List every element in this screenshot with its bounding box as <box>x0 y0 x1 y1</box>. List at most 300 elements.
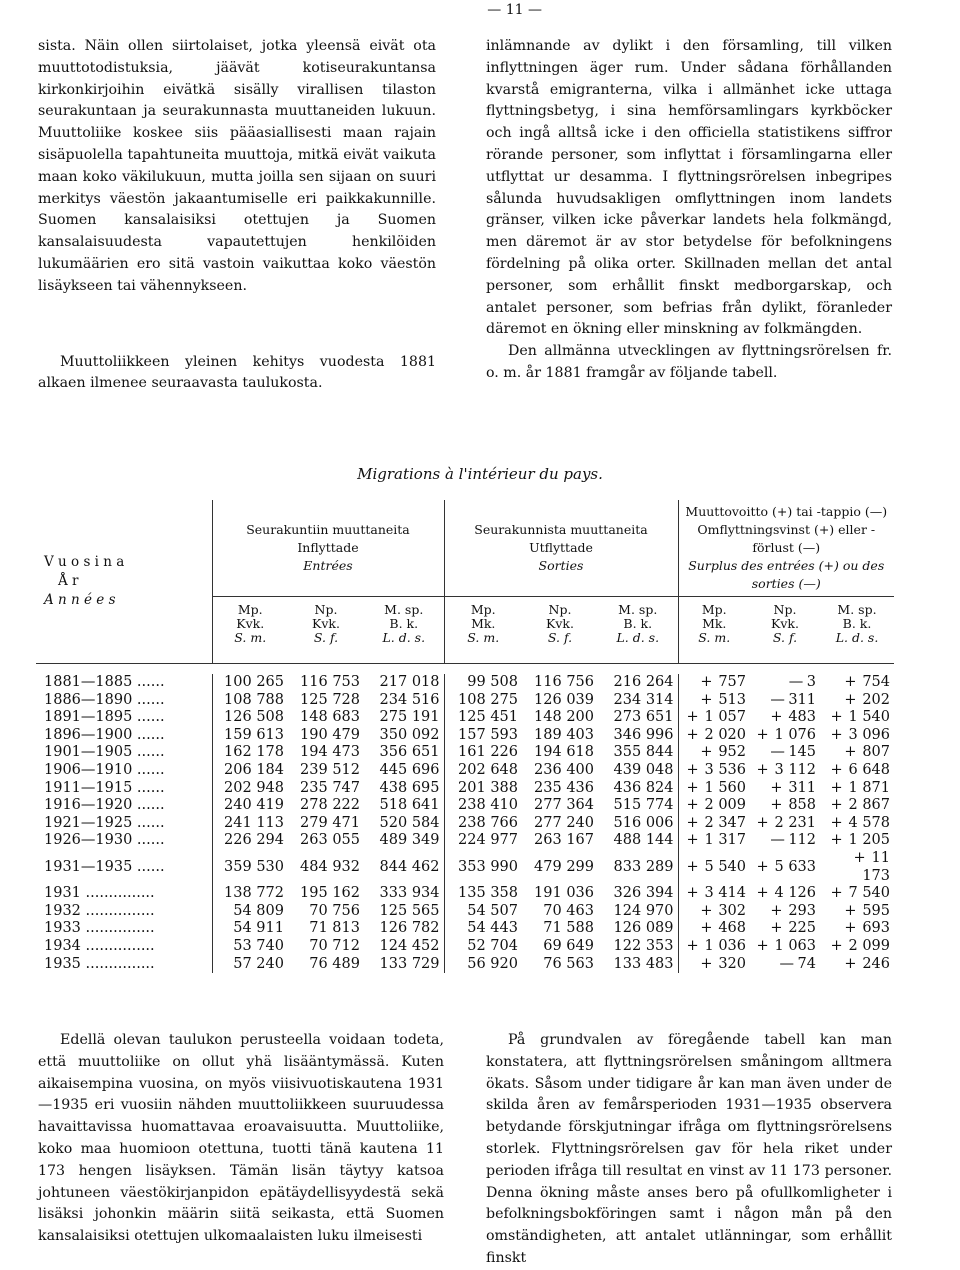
value-cell: 124 452 <box>379 937 440 954</box>
year-header-fi: V u o s i n a <box>44 554 125 570</box>
sign: + <box>844 902 857 919</box>
value-cell: 108 275 <box>444 692 522 710</box>
sign: + <box>844 744 857 761</box>
difference-value: 1 036 <box>704 937 746 954</box>
value-cell: 53 740 <box>212 938 288 956</box>
sign: — <box>770 744 785 761</box>
difference-cell <box>820 850 894 885</box>
subcolumn-header: Mp. Kvk. S. m. <box>212 597 288 664</box>
value-cell: 56 920 <box>444 956 522 974</box>
sign: + <box>756 761 769 778</box>
value-cell: 279 471 <box>300 814 360 831</box>
difference-cell <box>750 956 820 974</box>
difference-value: 595 <box>862 902 890 919</box>
value-cell: 277 240 <box>534 814 594 831</box>
difference-cell <box>678 692 750 710</box>
value-cell: 326 394 <box>613 885 674 902</box>
value-cell: 240 419 <box>212 797 288 815</box>
difference-cell <box>678 797 750 815</box>
table-row <box>36 903 894 921</box>
difference-value: 112 <box>788 832 816 849</box>
year-cell: 1906—1910 ...... <box>44 761 165 778</box>
difference-value: 1 871 <box>848 779 890 796</box>
sign: + <box>700 902 713 919</box>
value-cell: 194 473 <box>300 744 360 761</box>
difference-cell <box>678 815 750 833</box>
difference-cell <box>750 692 820 710</box>
value-cell: 844 462 <box>379 858 440 875</box>
sign: + <box>844 955 857 972</box>
value-cell: 195 162 <box>300 885 360 902</box>
value-cell: 125 728 <box>300 691 360 708</box>
year-header <box>36 500 212 664</box>
value-cell: 277 364 <box>534 797 594 814</box>
value-cell: 54 443 <box>444 920 522 938</box>
year-cell: 1931 ............... <box>44 885 155 902</box>
table-row <box>36 885 894 903</box>
subcolumn-header: Np. Kvk. S. f. <box>522 597 598 664</box>
value-cell: 194 618 <box>534 744 594 761</box>
difference-value: 5 540 <box>704 858 746 875</box>
sign: + <box>686 797 699 814</box>
sign: + <box>830 779 843 796</box>
value-cell: 445 696 <box>379 761 440 778</box>
sign: — <box>788 674 804 690</box>
swedish-text-column <box>486 36 892 385</box>
value-cell: 479 299 <box>534 858 594 875</box>
difference-cell <box>678 903 750 921</box>
value-cell: 138 772 <box>212 885 288 903</box>
difference-cell <box>678 938 750 956</box>
value-cell: 125 565 <box>379 902 440 919</box>
value-cell: 54 809 <box>212 903 288 921</box>
difference-cell <box>750 797 820 815</box>
difference-cell <box>750 903 820 921</box>
subcolumn-header: M. sp. B. k. L. d. s. <box>364 597 444 664</box>
difference-value: 952 <box>718 744 746 761</box>
value-cell: 76 489 <box>309 955 360 972</box>
year-header-sv: Å r <box>58 573 79 589</box>
value-cell: 70 756 <box>309 902 360 919</box>
value-cell: 489 349 <box>379 832 440 849</box>
table-caption: Migrations à l'intérieur du pays. <box>357 465 603 483</box>
difference-value: 6 648 <box>848 761 890 778</box>
sign: + <box>756 885 769 902</box>
table-row <box>36 938 894 956</box>
difference-value: 483 <box>788 709 816 726</box>
value-cell: 70 463 <box>543 902 594 919</box>
difference-value: 74 <box>797 955 816 972</box>
year-cell: 1933 ............... <box>44 920 155 937</box>
value-cell: 133 729 <box>379 955 440 972</box>
difference-value: 2 009 <box>704 797 746 814</box>
value-cell: 161 226 <box>444 744 522 762</box>
value-cell: 108 788 <box>212 692 288 710</box>
year-cell: 1931—1935 ...... <box>44 858 165 875</box>
table-row <box>36 956 894 974</box>
table-row <box>36 692 894 710</box>
value-cell: 126 508 <box>212 709 288 727</box>
finnish-text-column-bottom <box>38 1030 444 1248</box>
value-cell: 126 782 <box>379 920 440 937</box>
difference-cell <box>750 885 820 903</box>
paragraph: På grundvalen av föregående tabell kan man konstatera, att flyttningsrörelsen småningom alltmera ökats. Såsom under tidigare år kan man även under de skilda åren av femårsperioden 1931—1935 observera betydande förskjutningar ifråga om flyttningsrörelsens storlek. Flyttningsrörelsen gav för hela riket under perioden ifråga till resultat en vinst av 11 173 personer. Denna ökning måste anses bero på ofullkomligheter i befolkningsbokföringen samt i någon mån på den omständigheten, att antalet utlänningar, som erhållit finskt <box>486 1032 892 1266</box>
difference-value: 202 <box>862 691 890 708</box>
subcolumn-header: Mp. Mk. S. m. <box>678 597 750 664</box>
value-cell: 436 824 <box>613 779 674 796</box>
sign: + <box>770 797 783 814</box>
sign: + <box>700 691 713 708</box>
difference-value: 3 112 <box>774 761 816 778</box>
group-header-balance: Muuttovoitto (+) tai -tappio (—) Omflyttningsvinst (+) eller -förlust (—) Surplus des entrées (+) ou des sorties (—) <box>678 500 894 597</box>
difference-value: 1 057 <box>704 709 746 726</box>
sign: + <box>844 920 857 937</box>
difference-cell <box>820 727 894 745</box>
value-cell: 190 479 <box>300 726 360 743</box>
year-cell: 1881—1885 ...... <box>44 674 165 690</box>
difference-cell <box>820 885 894 903</box>
difference-cell <box>820 709 894 727</box>
value-cell: 71 588 <box>543 920 594 937</box>
value-cell: 70 712 <box>309 937 360 954</box>
difference-cell <box>820 956 894 974</box>
sign: + <box>700 920 713 937</box>
sign: + <box>770 779 783 796</box>
value-cell: 234 516 <box>379 691 440 708</box>
difference-cell <box>750 709 820 727</box>
table-row <box>36 797 894 815</box>
difference-cell <box>678 727 750 745</box>
subcolumn-header: Mp. Mk. S. m. <box>444 597 522 664</box>
difference-value: 468 <box>718 920 746 937</box>
value-cell: 71 813 <box>309 920 360 937</box>
sign: — <box>770 832 785 849</box>
difference-cell <box>750 920 820 938</box>
difference-value: 225 <box>788 920 816 937</box>
difference-value: 2 020 <box>704 726 746 743</box>
sign: + <box>844 674 857 690</box>
value-cell: 126 039 <box>534 691 594 708</box>
difference-value: 3 414 <box>704 885 746 902</box>
sign: + <box>756 814 769 831</box>
value-cell: 516 006 <box>613 814 674 831</box>
value-cell: 157 593 <box>444 727 522 745</box>
swedish-text-column-bottom <box>486 1030 892 1270</box>
sign: + <box>756 858 769 875</box>
sign: + <box>686 726 699 743</box>
sign: + <box>770 709 783 726</box>
value-cell: 520 584 <box>379 814 440 831</box>
value-cell: 226 294 <box>212 832 288 850</box>
value-cell: 99 508 <box>444 674 522 692</box>
sign: + <box>853 849 866 866</box>
value-cell: 439 048 <box>613 761 674 778</box>
sign: + <box>686 814 699 831</box>
value-cell: 224 977 <box>444 832 522 850</box>
value-cell: 353 990 <box>444 850 522 885</box>
migration-table <box>36 500 894 973</box>
difference-cell <box>750 780 820 798</box>
difference-cell <box>820 832 894 850</box>
value-cell: 202 948 <box>212 780 288 798</box>
group-header-outflow: Seurakunnista muuttaneita Utflyttade Sorties <box>444 500 678 597</box>
table-row <box>36 832 894 850</box>
difference-value: 2 867 <box>848 797 890 814</box>
difference-value: 5 633 <box>774 858 816 875</box>
value-cell: 116 753 <box>300 674 360 690</box>
sign: + <box>756 726 769 743</box>
value-cell: 438 695 <box>379 779 440 796</box>
difference-cell <box>750 674 820 692</box>
difference-cell <box>678 780 750 798</box>
value-cell: 191 036 <box>534 885 594 902</box>
difference-value: 1 540 <box>848 709 890 726</box>
sign: + <box>830 797 843 814</box>
value-cell: 356 651 <box>379 744 440 761</box>
year-cell: 1886—1890 ...... <box>44 691 165 708</box>
subcolumn-header: M. sp. B. k. L. d. s. <box>598 597 678 664</box>
difference-cell <box>750 938 820 956</box>
table-row <box>36 780 894 798</box>
value-cell: 235 747 <box>300 779 360 796</box>
difference-cell <box>678 744 750 762</box>
table-row <box>36 850 894 885</box>
finnish-text-column <box>38 36 436 395</box>
paragraph: inlämnande av dylikt i den församling, till vilken inflyttningen äger rum. Under sådana förhållanden kvarstå emigranterna, vilka i allmänhet icke uttaga flyttningsbetyg, i sina hemförsamlingars kyrkböcker och ingå alltså icke i den officiella statistikens siffror rörande personer, som inflyttat i församlingarna eller utflyttat ur desamma. I flyttningsrörelsen inbegripes sålunda huvudsakligen omflyttningen inom landets gränser, vilken icke påverkar landets hela folkmängd, men däremot är av stor betydelse för befolkningens fördelning på olika orter. Skillnaden mellan det antal personer, som erhållit finskt medborgarskap, och antalet personer, som befrias från dylikt, föranleder däremot en ökning eller minskning av folkmängden. <box>486 38 892 338</box>
difference-cell <box>678 920 750 938</box>
difference-value: 1 560 <box>704 779 746 796</box>
value-cell: 275 191 <box>379 709 440 726</box>
difference-value: 293 <box>788 902 816 919</box>
sign: + <box>830 885 843 902</box>
difference-cell <box>820 744 894 762</box>
value-cell: 346 996 <box>613 726 674 743</box>
difference-value: 302 <box>718 902 746 919</box>
value-cell: 263 167 <box>534 832 594 849</box>
value-cell: 206 184 <box>212 762 288 780</box>
difference-value: 1 063 <box>774 937 816 954</box>
sign: + <box>686 761 699 778</box>
difference-value: 11 173 <box>862 849 890 884</box>
difference-cell <box>678 709 750 727</box>
sign: + <box>770 902 783 919</box>
value-cell: 162 178 <box>212 744 288 762</box>
difference-value: 3 096 <box>848 726 890 743</box>
sign: + <box>844 691 857 708</box>
value-cell: 159 613 <box>212 727 288 745</box>
difference-cell <box>820 674 894 692</box>
value-cell: 278 222 <box>300 797 360 814</box>
difference-cell <box>750 744 820 762</box>
value-cell: 515 774 <box>613 797 674 814</box>
value-cell: 518 641 <box>379 797 440 814</box>
difference-cell <box>820 815 894 833</box>
value-cell: 234 314 <box>613 691 674 708</box>
difference-value: 2 347 <box>704 814 746 831</box>
difference-cell <box>678 850 750 885</box>
year-cell: 1935 ............... <box>44 955 155 972</box>
sign: + <box>756 937 769 954</box>
sign: + <box>686 832 699 849</box>
table-row <box>36 744 894 762</box>
value-cell: 124 970 <box>613 902 674 919</box>
difference-cell <box>820 762 894 780</box>
value-cell: 350 092 <box>379 726 440 743</box>
difference-value: 145 <box>788 744 816 761</box>
year-cell: 1901—1905 ...... <box>44 744 165 761</box>
value-cell: 189 403 <box>534 726 594 743</box>
sign: + <box>830 832 843 849</box>
difference-value: 807 <box>862 744 890 761</box>
value-cell: 135 358 <box>444 885 522 903</box>
sign: — <box>770 691 785 708</box>
value-cell: 241 113 <box>212 815 288 833</box>
year-cell: 1932 ............... <box>44 902 155 919</box>
paragraph: sista. Näin ollen siirtolaiset, jotka yleensä eivät ota muuttotodistuksia, jäävät kotiseurakuntansa kirkonkirjoihin eivätkä sisälly virallisen tilaston seurakuntaan ja seurakunnasta muuttaneiden lukuun. Muuttoliike koskee siis pääasiallisesti maan rajain sisäpuolella tapahtuneita muuttoja, mitkä eivät vaikuta maan koko väkilukuun, mutta joilla sen sijaan on suuri merkitys väestön jakaantumiselle eri paikkakunnille. Suomen kansalaisiksi otettujen ja Suomen kansalaisuudesta vapautettujen henkilöiden lukumäärien ero sitä vastoin vaikuttaa koko väestön lisäykseen tai vähennykseen. <box>38 38 436 294</box>
value-cell: 201 388 <box>444 780 522 798</box>
difference-value: 7 540 <box>848 885 890 902</box>
table-row <box>36 762 894 780</box>
value-cell: 100 265 <box>212 674 288 692</box>
value-cell: 484 932 <box>300 858 360 875</box>
year-cell: 1896—1900 ...... <box>44 726 165 743</box>
sign: + <box>700 744 713 761</box>
page-number: — 11 — <box>487 2 542 18</box>
difference-cell <box>750 762 820 780</box>
difference-cell <box>678 885 750 903</box>
difference-cell <box>820 938 894 956</box>
group-header-inflow: Seurakuntiin muuttaneita Inflyttade Entrées <box>212 500 444 597</box>
sign: + <box>830 761 843 778</box>
difference-value: 858 <box>788 797 816 814</box>
value-cell: 216 264 <box>613 674 674 690</box>
difference-value: 246 <box>862 955 890 972</box>
value-cell: 52 704 <box>444 938 522 956</box>
sign: + <box>830 709 843 726</box>
difference-value: 3 <box>806 674 816 690</box>
difference-value: 320 <box>718 955 746 972</box>
sign: + <box>686 937 699 954</box>
value-cell: 122 353 <box>613 937 674 954</box>
value-cell: 148 200 <box>534 709 594 726</box>
year-header-fr: A n n é e s <box>44 592 116 608</box>
subcolumn-header: Np. Kvk. S. f. <box>288 597 364 664</box>
difference-value: 1 076 <box>774 726 816 743</box>
difference-cell <box>820 797 894 815</box>
difference-value: 4 126 <box>774 885 816 902</box>
difference-value: 3 536 <box>704 761 746 778</box>
sign: — <box>779 955 795 972</box>
sign: + <box>830 937 843 954</box>
difference-cell <box>750 727 820 745</box>
paragraph: Muuttoliikkeen yleinen kehitys vuodesta 1881 alkaen ilmenee seuraavasta taulukosta. <box>38 353 436 392</box>
difference-cell <box>820 920 894 938</box>
subcolumn-header: Np. Kvk. S. f. <box>750 597 820 664</box>
value-cell: 263 055 <box>300 832 360 849</box>
difference-cell <box>678 832 750 850</box>
difference-cell <box>820 692 894 710</box>
difference-value: 513 <box>718 691 746 708</box>
value-cell: 235 436 <box>534 779 594 796</box>
sign: + <box>700 955 713 972</box>
value-cell: 69 649 <box>543 937 594 954</box>
difference-cell <box>678 956 750 974</box>
difference-value: 1 205 <box>848 832 890 849</box>
year-cell: 1921—1925 ...... <box>44 814 165 831</box>
sign: + <box>830 814 843 831</box>
subcolumn-header: M. sp. B. k. L. d. s. <box>820 597 894 664</box>
value-cell: 126 089 <box>613 920 674 937</box>
value-cell: 238 766 <box>444 815 522 833</box>
difference-cell <box>820 780 894 798</box>
value-cell: 76 563 <box>543 955 594 972</box>
sign: + <box>686 779 699 796</box>
value-cell: 54 911 <box>212 920 288 938</box>
sign: + <box>686 885 699 902</box>
sign: + <box>686 858 699 875</box>
year-cell: 1934 ............... <box>44 937 155 954</box>
value-cell: 273 651 <box>613 709 674 726</box>
paragraph: Edellä olevan taulukon perusteella voidaan todeta, että muuttoliike on ollut yhä lisääntymässä. Kuten aikaisempina vuosina, on myös viisivuotiskautena 1931—1935 eri vuosiin nähden muuttoliikkeen suuruudessa havaittavissa huomattavaa eroavaisuutta. Muuttoliike, koko maa huomioon otettuna, tuotti tänä kautena 11 173 hengen lisäyksen. Tämän lisän täytyy katsoa johtuneen väestökirjanpidon epätäydellisyydestä sekä lisäksi johonkin määrin siitä seikasta, että Suomen kansalaisiksi otettujen ulkomaalaisten luku ilmeisesti <box>38 1032 444 1245</box>
value-cell: 148 683 <box>300 709 360 726</box>
value-cell: 488 144 <box>613 832 674 849</box>
sign: + <box>700 674 713 690</box>
value-cell: 133 483 <box>613 955 674 972</box>
value-cell: 217 018 <box>379 674 440 690</box>
value-cell: 359 530 <box>212 850 288 885</box>
paragraph: Den allmänna utvecklingen av flyttningsrörelsen fr. o. m. år 1881 framgår av följande tabell. <box>486 343 892 381</box>
difference-value: 2 231 <box>774 814 816 831</box>
difference-cell <box>678 762 750 780</box>
difference-cell <box>750 815 820 833</box>
year-cell: 1926—1930 ...... <box>44 832 165 849</box>
table-row <box>36 920 894 938</box>
sign: + <box>770 920 783 937</box>
difference-value: 311 <box>788 779 816 796</box>
year-cell: 1916—1920 ...... <box>44 797 165 814</box>
value-cell: 125 451 <box>444 709 522 727</box>
table-row <box>36 815 894 833</box>
value-cell: 238 410 <box>444 797 522 815</box>
value-cell: 355 844 <box>613 744 674 761</box>
difference-value: 1 317 <box>704 832 746 849</box>
difference-cell <box>750 850 820 885</box>
difference-value: 757 <box>718 674 746 690</box>
year-cell: 1891—1895 ...... <box>44 709 165 726</box>
value-cell: 202 648 <box>444 762 522 780</box>
value-cell: 833 289 <box>613 858 674 875</box>
value-cell: 333 934 <box>379 885 440 902</box>
difference-value: 311 <box>788 691 816 708</box>
value-cell: 236 400 <box>534 761 594 778</box>
table-row <box>36 727 894 745</box>
sign: + <box>830 726 843 743</box>
value-cell: 239 512 <box>300 761 360 778</box>
value-cell: 116 756 <box>534 674 594 690</box>
difference-value: 754 <box>862 674 890 690</box>
difference-value: 693 <box>862 920 890 937</box>
difference-value: 4 578 <box>848 814 890 831</box>
value-cell: 57 240 <box>212 956 288 974</box>
difference-value: 2 099 <box>848 937 890 954</box>
year-cell: 1911—1915 ...... <box>44 779 165 796</box>
table-row <box>36 674 894 692</box>
difference-cell <box>820 903 894 921</box>
difference-cell <box>750 832 820 850</box>
sign: + <box>686 709 699 726</box>
difference-cell <box>678 674 750 692</box>
value-cell: 54 507 <box>444 903 522 921</box>
